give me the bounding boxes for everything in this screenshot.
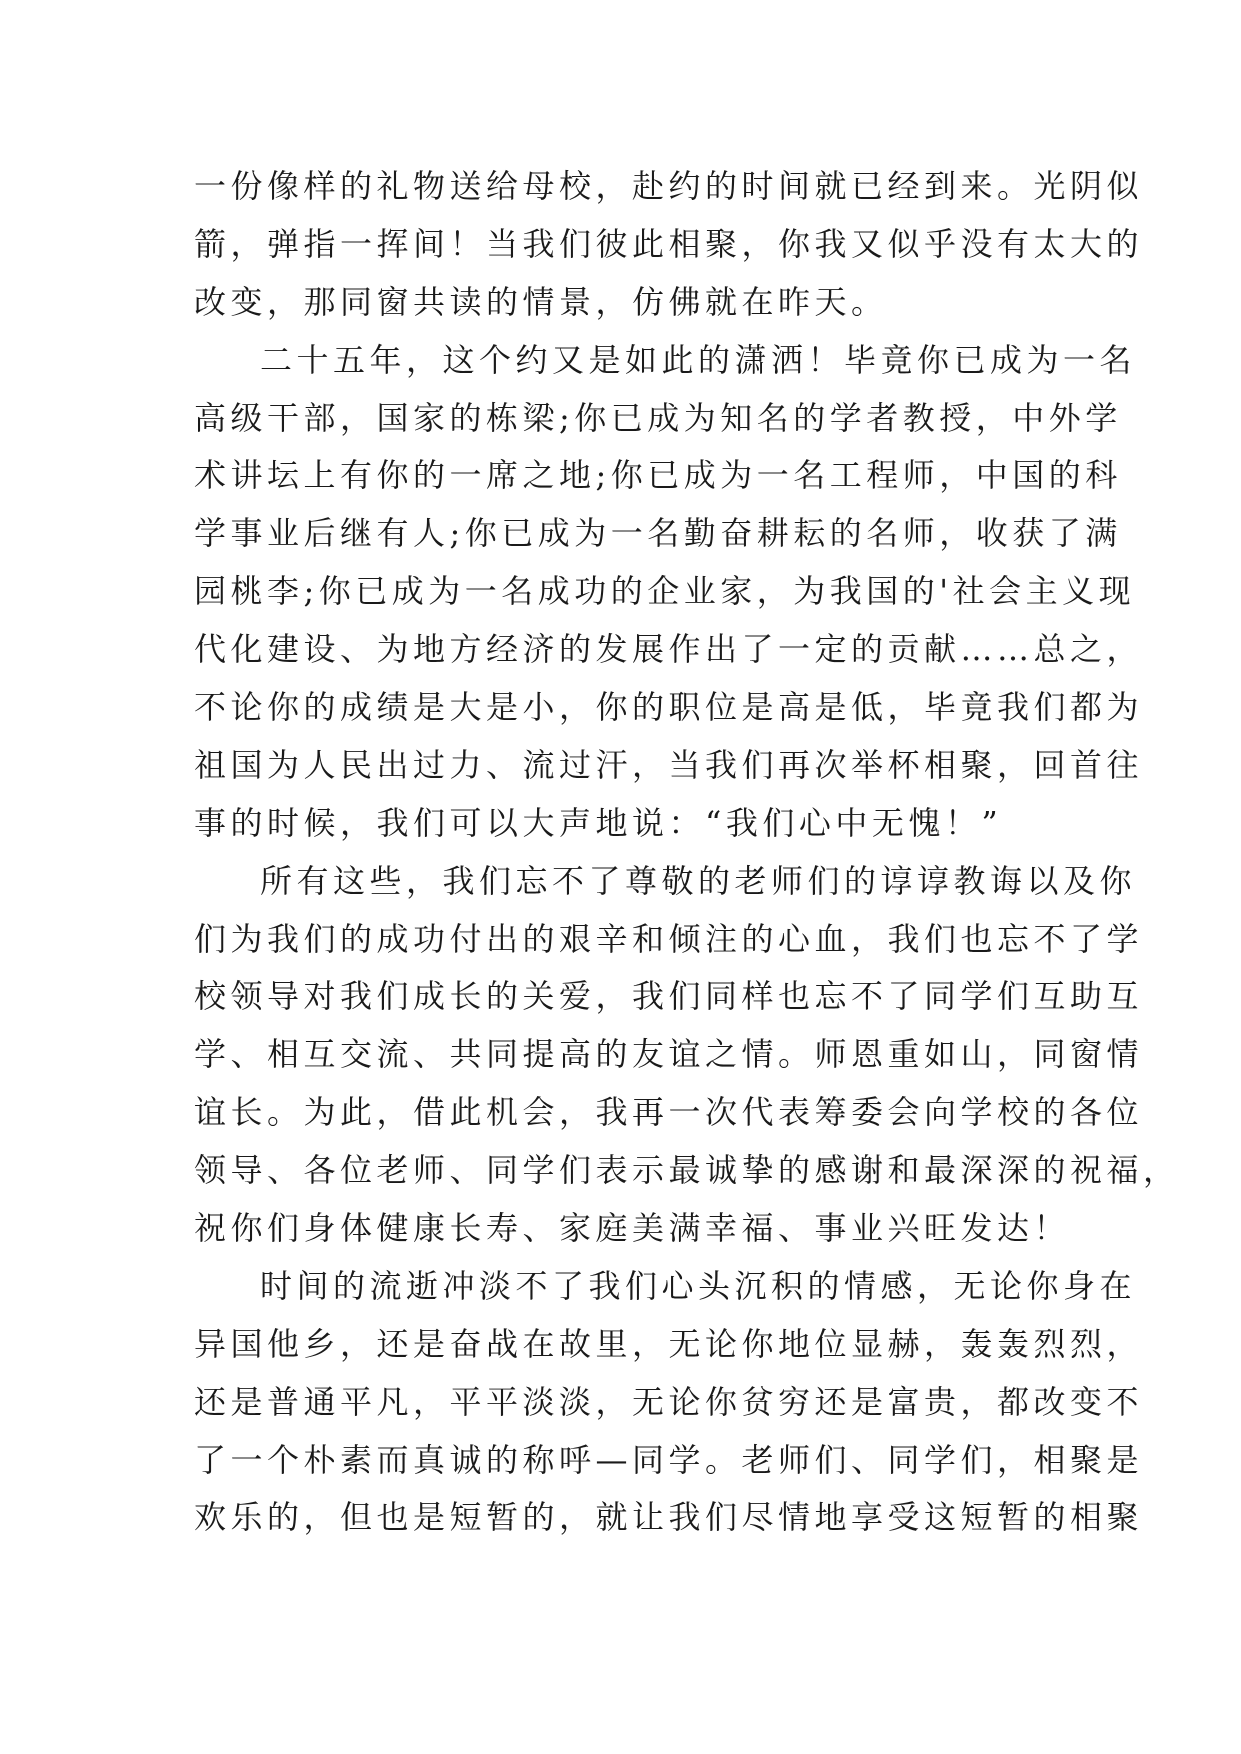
document-body — [194, 158, 1180, 1547]
text-line: 祝你们身体健康长寿、家庭美满幸福、事业兴旺发达！ — [194, 1209, 1071, 1248]
text-line: 还是普通平凡，平平淡淡，无论你贫穷还是富贵，都改变不 — [194, 1382, 1144, 1421]
text-line: 时间的流逝冲淡不了我们心头沉积的情感，无论你身在 — [260, 1266, 1137, 1305]
text-line: 异国他乡，还是奋战在故里，无论你地位显赫，轰轰烈烈， — [194, 1324, 1144, 1363]
text-line: 不论你的成绩是大是小，你的职位是高是低，毕竟我们都为 — [194, 688, 1144, 727]
text-line: 谊长。为此，借此机会，我再一次代表筹委会向学校的各位 — [194, 1093, 1144, 1132]
text-line: 学、相互交流、共同提高的友谊之情。师恩重如山，同窗情 — [194, 1035, 1144, 1074]
text-line: 一份像样的礼物送给母校，赴约的时间就已经到来。光阴似 — [194, 167, 1144, 205]
text-line: 欢乐的，但也是短暂的，就让我们尽情地享受这短暂的相聚 — [194, 1498, 1144, 1537]
text-line: 改变，那同窗共读的情景，仿佛就在昨天。 — [194, 282, 888, 321]
text-line: 园桃李;你已成为一名成功的企业家，为我国的'社会主义现 — [194, 572, 1136, 611]
text-line: 们为我们的成功付出的艰辛和倾注的心血，我们也忘不了学 — [194, 919, 1144, 958]
text-line: 术讲坛上有你的一席之地;你已成为一名工程师，中国的科 — [194, 456, 1122, 495]
text-line: 校领导对我们成长的关爱，我们同样也忘不了同学们互助互 — [194, 977, 1144, 1016]
text-line: 领导、各位老师、同学们表示最诚挚的感谢和最深深的祝福， — [194, 1151, 1180, 1190]
text-line: 学事业后继有人;你已成为一名勤奋耕耘的名师，收获了满 — [194, 514, 1122, 553]
text-line: 代化建设、为地方经济的发展作出了一定的贡献……总之， — [194, 630, 1144, 669]
text-line: 祖国为人民出过力、流过汗，当我们再次举杯相聚，回首往 — [194, 745, 1144, 784]
text-line: 事的时候，我们可以大声地说：“我们心中无愧！” — [194, 803, 1003, 842]
text-line: 二十五年，这个约又是如此的潇洒！毕竟你已成为一名 — [260, 340, 1137, 379]
text-line: 箭，弹指一挥间！当我们彼此相聚，你我又似乎没有太大的 — [194, 224, 1144, 263]
text-line: 所有这些，我们忘不了尊敬的老师们的谆谆教诲以及你 — [260, 861, 1137, 900]
text-line: 高级干部，国家的栋梁;你已成为知名的学者教授，中外学 — [194, 398, 1122, 437]
text-line: 了一个朴素而真诚的称呼—同学。老师们、同学们，相聚是 — [194, 1440, 1144, 1479]
